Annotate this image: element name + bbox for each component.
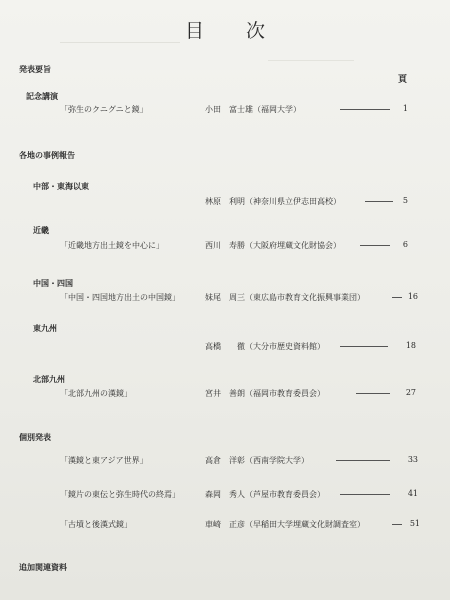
page-title: 目 次 bbox=[184, 20, 284, 42]
group-heading: 記念講演 bbox=[26, 91, 58, 101]
entry-page-number: 18 bbox=[405, 341, 416, 350]
group-heading: 中国・四国 bbox=[33, 278, 73, 288]
entry-author: 小田 富士雄（福岡大学） bbox=[205, 105, 301, 114]
entry-title: 「漢鏡と東アジア世界」 bbox=[60, 456, 148, 465]
entry-page-number: 16 bbox=[407, 292, 418, 301]
entry-author: 森岡 秀人（芦屋市教育委員会） bbox=[205, 490, 325, 499]
dot-leader bbox=[340, 494, 390, 495]
entry-page-number: 1 bbox=[402, 104, 408, 113]
entry-page-number: 27 bbox=[405, 388, 416, 397]
entry-author: 高橋 徹（大分市歴史資料館） bbox=[205, 342, 325, 351]
entry-title: 「鏡片の東伝と弥生時代の終焉」 bbox=[60, 490, 180, 499]
entry-author: 車崎 正彦（早稲田大学埋蔵文化財調査室） bbox=[205, 520, 365, 529]
dot-leader bbox=[340, 346, 388, 347]
entry-author: 宮井 善朗（福岡市教育委員会） bbox=[205, 389, 325, 398]
dot-leader bbox=[336, 460, 390, 461]
entry-author: 妹尾 周三（東広島市教育文化振興事業団） bbox=[205, 293, 365, 302]
section-heading: 個別発表 bbox=[19, 432, 51, 442]
section-heading: 追加関連資料 bbox=[19, 562, 67, 572]
entry-page-number: 33 bbox=[407, 455, 418, 464]
section-heading: 各地の事例報告 bbox=[19, 150, 75, 160]
entry-title: 「北部九州の漢鏡」 bbox=[60, 389, 132, 398]
entry-page-number: 41 bbox=[407, 489, 418, 498]
entry-author: 高倉 洋彰（西南学院大学） bbox=[205, 456, 309, 465]
show-through-text bbox=[268, 60, 354, 69]
entry-page-number: 6 bbox=[402, 240, 408, 249]
entry-author: 林原 利明（神奈川県立伊志田高校） bbox=[205, 197, 341, 206]
entry-title: 「弥生のクニグニと鏡」 bbox=[60, 105, 148, 114]
entry-page-number: 51 bbox=[409, 519, 420, 528]
group-heading: 近畿 bbox=[33, 225, 49, 235]
entry-title: 「古墳と後漢式鏡」 bbox=[60, 520, 132, 529]
show-through-text bbox=[60, 42, 180, 53]
section-heading: 発表要旨 bbox=[19, 64, 51, 74]
page-column-header: 頁 bbox=[398, 75, 408, 85]
group-heading: 北部九州 bbox=[33, 374, 65, 384]
group-heading: 中部・東海以東 bbox=[33, 181, 89, 191]
entry-page-number: 5 bbox=[402, 196, 408, 205]
entry-author: 西川 寿勝（大阪府埋蔵文化財協会） bbox=[205, 241, 341, 250]
group-heading: 東九州 bbox=[33, 323, 57, 333]
dot-leader bbox=[356, 393, 390, 394]
entry-title: 「中国・四国地方出土の中国鏡」 bbox=[60, 293, 180, 302]
entry-title: 「近畿地方出土鏡を中心に」 bbox=[60, 241, 164, 250]
